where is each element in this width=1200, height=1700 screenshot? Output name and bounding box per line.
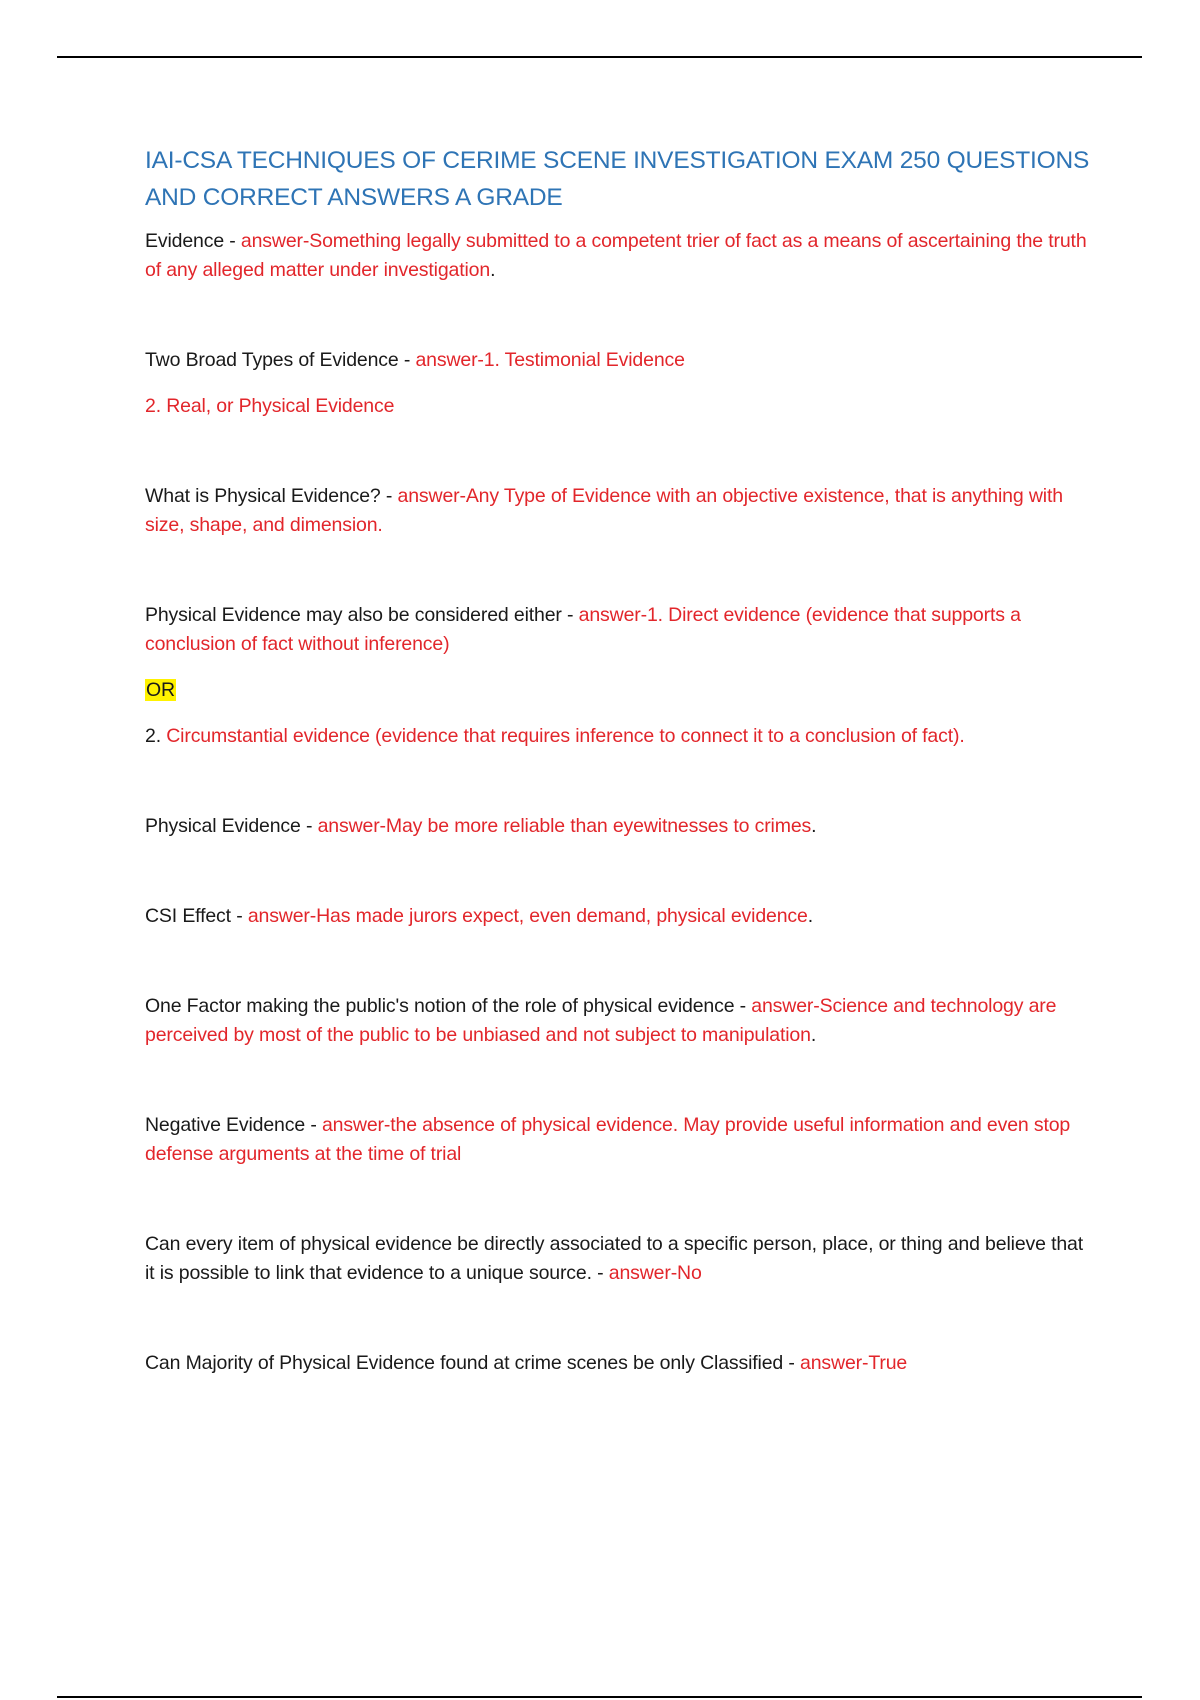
- question-text: Can every item of physical evidence be directly associated to a specific person, place, or thing and believe that it is possible to link that evidence to a unique source. -: [145, 1233, 1083, 1284]
- answer-text: answer-1. Testimonial Evidence: [415, 349, 685, 371]
- qa-item-3: [145, 482, 1090, 540]
- highlighted-or: OR: [146, 679, 175, 701]
- qa-item-2: [145, 346, 1090, 375]
- question-text: Physical Evidence may also be considered either -: [145, 604, 579, 626]
- qa-item-10: [145, 1349, 1090, 1378]
- answer-end: .: [490, 259, 496, 281]
- answer-end: .: [811, 815, 817, 837]
- answer-text: Circumstantial evidence (evidence that requires inference to connect it to a conclusion of fact).: [166, 725, 965, 747]
- answer-text: answer-Has made jurors expect, even demand, physical evidence: [247, 905, 808, 927]
- second-option: [145, 722, 1090, 751]
- answer-text: answer-Something legally submitted to a competent trier of fact as a means of ascertaining the truth of any alleged matter under investigation: [145, 230, 1087, 281]
- or-line: [145, 676, 1090, 705]
- answer-text: answer-1. Direct evidence (evidence that supports a conclusion of fact without inference): [145, 604, 1021, 655]
- qa-item-9: [145, 1230, 1090, 1288]
- answer-text: answer-No: [608, 1262, 702, 1284]
- answer-text: answer-Any Type of Evidence with an objective existence, that is anything with size, shape, and dimension.: [145, 485, 1063, 536]
- answer-end: .: [807, 905, 813, 927]
- document-title: IAI-CSA TECHNIQUES OF CERIME SCENE INVESTIGATION EXAM 250 QUESTIONS AND CORRECT ANSWERS A GRADE: [145, 147, 1090, 211]
- qa-item-5: [145, 812, 1090, 841]
- question-text: CSI Effect -: [145, 905, 248, 927]
- qa-item-7: [145, 992, 1090, 1050]
- option-number: 2.: [145, 725, 167, 747]
- answer-text: answer-the absence of physical evidence. May provide useful information and even stop defense arguments at the time of trial: [145, 1114, 1071, 1165]
- question-text: Physical Evidence -: [145, 815, 318, 837]
- bottom-rule: [57, 1696, 1142, 1698]
- question-text: Can Majority of Physical Evidence found at crime scenes be only Classified -: [145, 1352, 801, 1374]
- question-text: Evidence -: [145, 230, 241, 252]
- answer-continuation: 2. Real, or Physical Evidence: [145, 395, 395, 417]
- answer-end: .: [810, 1024, 817, 1046]
- qa-item-1: [145, 227, 1090, 285]
- answer-text: answer-Science and technology are perceived by most of the public to be unbiased and not subject to manipulation: [145, 995, 1057, 1046]
- question-text: What is Physical Evidence? -: [145, 485, 398, 507]
- answer-text: answer-True: [800, 1352, 908, 1374]
- question-text: Two Broad Types of Evidence -: [145, 349, 416, 371]
- top-rule: [57, 56, 1142, 58]
- answer-text: answer-May be more reliable than eyewitnesses to crimes: [317, 815, 812, 837]
- qa-item-4: [145, 601, 1090, 659]
- question-text: One Factor making the public's notion of the role of physical evidence -: [145, 995, 752, 1017]
- qa-item-8: [145, 1111, 1090, 1169]
- qa-item-6: [145, 902, 1090, 931]
- question-text: Negative Evidence -: [145, 1114, 322, 1136]
- document-body: [145, 142, 1090, 1378]
